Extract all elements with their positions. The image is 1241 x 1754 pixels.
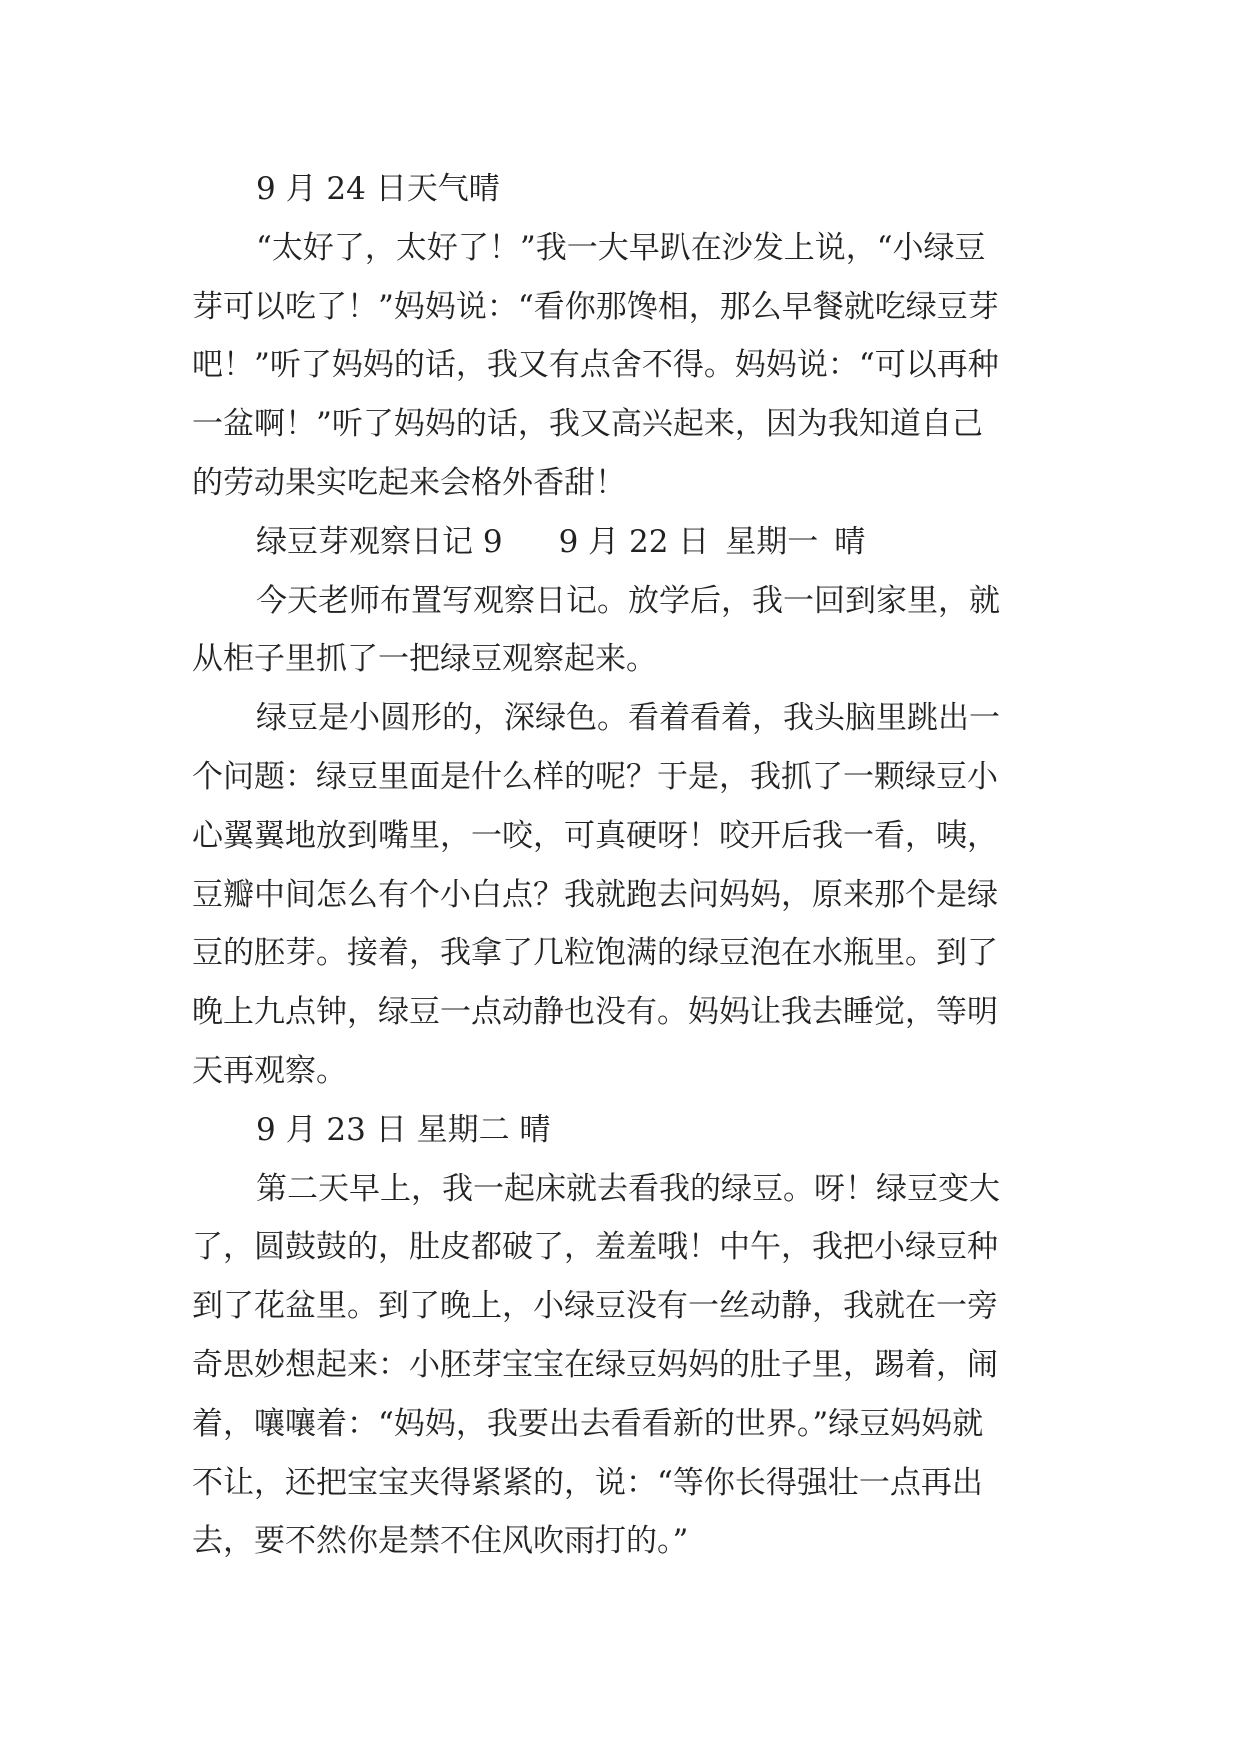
paragraph-line: 不让，还把宝宝夹得紧紧的，说：“等你长得强壮一点再出 — [192, 1464, 983, 1501]
paragraph-line: 到了花盆里。到了晚上，小绿豆没有一丝动静，我就在一旁 — [192, 1288, 998, 1325]
paragraph-line: 的劳动果实吃起来会格外香甜！ — [192, 464, 626, 501]
paragraph-line: 豆的胚芽。接着，我拿了几粒饱满的绿豆泡在水瓶里。到了 — [192, 935, 998, 972]
paragraph-line: 个问题：绿豆里面是什么样的呢？于是，我抓了一颗绿豆小 — [192, 758, 998, 795]
paragraph-line: 从柜子里抓了一把绿豆观察起来。 — [192, 641, 657, 678]
paragraph-line: 芽可以吃了！”妈妈说：“看你那馋相，那么早餐就吃绿豆芽 — [192, 288, 999, 325]
paragraph-line: 一盆啊！”听了妈妈的话，我又高兴起来，因为我知道自己 — [192, 406, 983, 443]
paragraph-line: 今天老师布置写观察日记。放学后，我一回到家里，就 — [256, 582, 1000, 619]
paragraph-line: 天再观察。 — [192, 1052, 347, 1089]
paragraph-line: 奇思妙想起来：小胚芽宝宝在绿豆妈妈的肚子里，踢着，闹 — [192, 1346, 998, 1383]
paragraph-line: 去，要不然你是禁不住风吹雨打的。” — [192, 1523, 689, 1560]
paragraph-line: 了，圆鼓鼓的，肚皮都破了，羞羞哦！中午，我把小绿豆种 — [192, 1229, 998, 1266]
paragraph-line: 晚上九点钟，绿豆一点动静也没有。妈妈让我去睡觉，等明 — [192, 994, 998, 1031]
paragraph-line: 绿豆是小圆形的，深绿色。看着看着，我头脑里跳出一 — [256, 700, 1000, 737]
diary-date-heading: 9 月 24 日天气晴 — [256, 171, 500, 207]
diary-date-heading: 9 月 23 日 星期二 晴 — [256, 1111, 551, 1148]
entry-date: 9 月 22 日 — [558, 523, 710, 560]
paragraph-line: 吧！”听了妈妈的话，我又有点舍不得。妈妈说：“可以再种 — [192, 347, 999, 384]
paragraph-line: 着，嚷嚷着：“妈妈，我要出去看看新的世界。”绿豆妈妈就 — [192, 1405, 984, 1442]
entry-title: 绿豆芽观察日记 9 — [256, 523, 503, 560]
paragraph-line: 豆瓣中间怎么有个小白点？我就跑去问妈妈，原来那个是绿 — [192, 876, 998, 913]
entry-weekday: 星期一 — [725, 523, 819, 560]
paragraph-line: 第二天早上，我一起床就去看我的绿豆。呀！绿豆变大 — [256, 1170, 1000, 1207]
paragraph-line: “太好了，太好了！”我一大早趴在沙发上说，“小绿豆 — [256, 229, 986, 266]
entry-weather: 晴 — [834, 523, 866, 560]
paragraph-line: 心翼翼地放到嘴里，一咬，可真硬呀！咬开后我一看，咦， — [192, 817, 998, 854]
diary-entry-heading — [192, 513, 1062, 572]
document-body — [192, 160, 1062, 1571]
